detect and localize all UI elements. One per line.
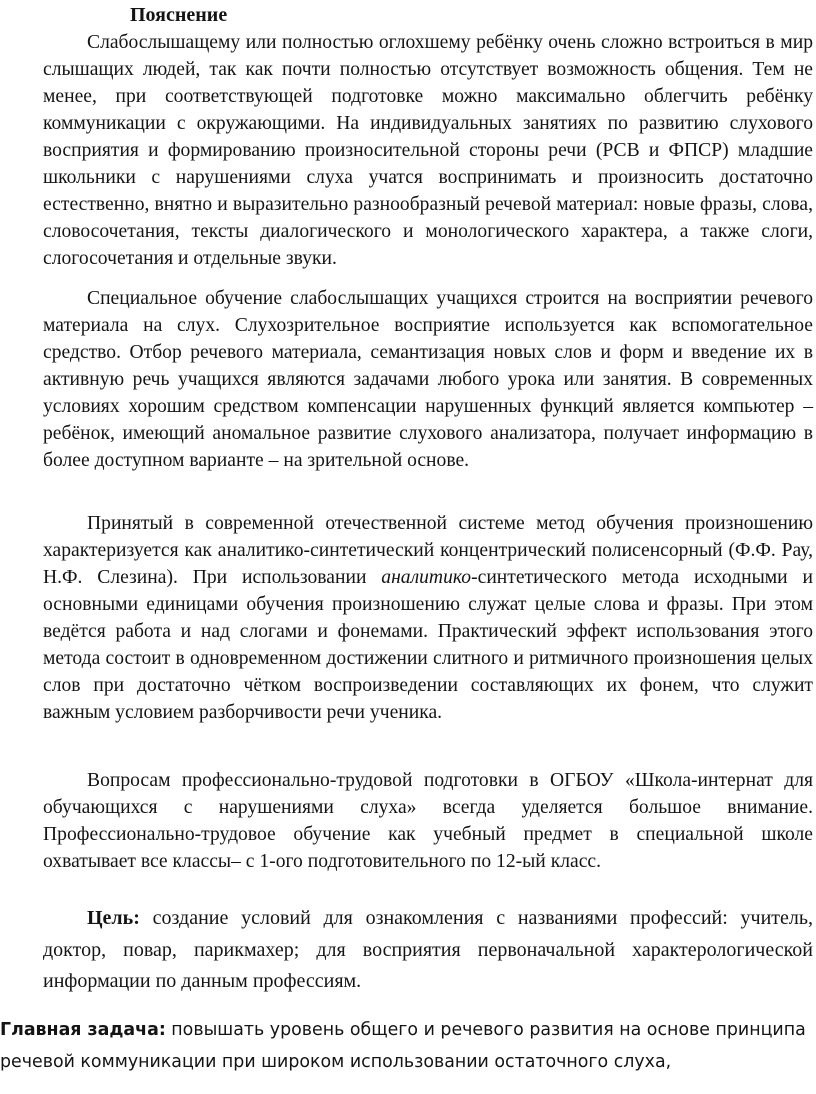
paragraph-method-text-1: Принятый в современной отечественной системе метод обучения произношению характеризуется как аналитико-синтетический концентрический полисенсорный (Ф.Ф. Рау, Н.Ф. Слезина). При использовании bbox=[43, 513, 813, 588]
goal-text: создание условий для ознакомления с названиями профессий: учитель, доктор, повар, парикмахер; для восприятия первоначальной характерологической информации по данным профессиям. bbox=[43, 907, 813, 992]
paragraph-vocational: Вопросам профессионально-трудовой подготовки в ОГБОУ «Школа-интернат для обучающихся с нарушениями слуха» всегда уделяется большое внимание. Профессионально-трудовое обучение как учебный предмет в специальной школе охватывает все классы– с 1-ого подготовительного по 12-ый класс. bbox=[43, 770, 813, 872]
paragraph-method-italic-term: аналитико- bbox=[381, 567, 478, 588]
paragraph-method bbox=[43, 510, 813, 726]
main-task-paragraph bbox=[0, 1014, 816, 1078]
goal-paragraph bbox=[43, 903, 813, 998]
section-heading: Пояснение bbox=[130, 4, 228, 26]
main-task-label: Главная задача: bbox=[0, 1020, 166, 1040]
paragraph-method-text-2: синтетического метода исходными и основными единицами обучения произношению служат целые слова и фразы. При этом ведётся работа и над слогами и фонемами. Практический эффект использования этого метода состоит в одновременном достижении слитного и ритмичного произношения целых слов при достаточно чётком воспроизведении составляющих их фонем, что служит важным условием разборчивости речи ученика. bbox=[43, 567, 813, 723]
goal-label: Цель: bbox=[87, 907, 140, 929]
paragraph-intro: Слабослышащему или полностью оглохшему ребёнку очень сложно встроиться в мир слышащих людей, так как почти полностью отсутствует возможность общения. Тем не менее, при соответствующей подготовке можно максимально облегчить ребёнку коммуникации с окружающими. На индивидуальных занятиях по развитию слухового восприятия и формированию произносительной стороны речи (РСВ и ФПСР) младшие школьники с нарушениями слуха учатся воспринимать и произносить достаточно естественно, внятно и выразительно разнообразный речевой материал: новые фразы, слова, словосочетания, тексты диалогического и монологического характера, а также слоги, слогосочетания и отдельные звуки. bbox=[43, 32, 813, 269]
main-task-text: повышать уровень общего и речевого развития на основе принципа речевой коммуникации при широком использовании остаточного слуха, bbox=[0, 1020, 806, 1072]
paragraph-special-training: Специальное обучение слабослышащих учащихся строится на восприятии речевого материала на слух. Слухозрительное восприятие используется как вспомогательное средство. Отбор речевого материала, семантизация новых слов и форм и введение их в активную речь учащихся являются задачами любого урока или занятия. В современных условиях хорошим средством компенсации нарушенных функций является компьютер – ребёнок, имеющий аномальное развитие слухового анализатора, получает информацию в более доступном варианте – на зрительной основе. bbox=[43, 288, 813, 471]
